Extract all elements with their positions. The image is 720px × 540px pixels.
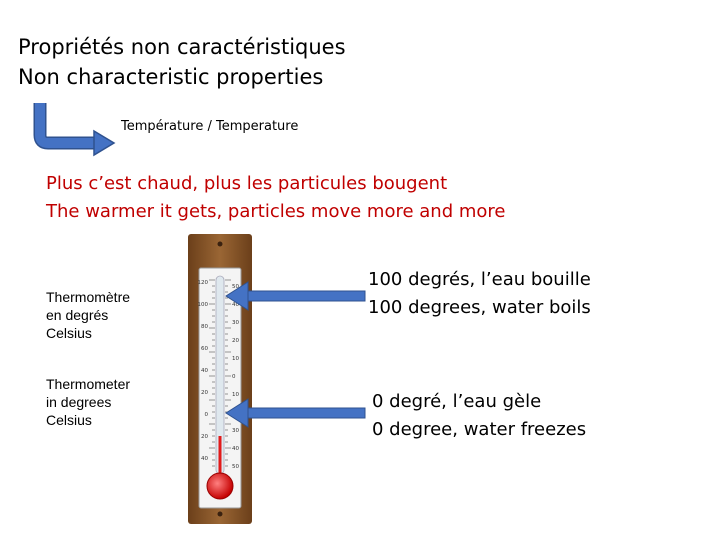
- scale-label: 20: [201, 390, 208, 396]
- scale-label: 60: [201, 346, 208, 352]
- scale-label: 40: [201, 456, 208, 462]
- scale-label: 40: [201, 368, 208, 374]
- scale-label: 10: [232, 356, 239, 362]
- boiling-point-note: 100 degrés, l’eau bouille 100 degrees, water boils: [368, 269, 591, 318]
- scale-label: 30: [232, 320, 239, 326]
- title-french: Propriétés non caractéristiques: [18, 35, 346, 59]
- mercury-bulb: [207, 473, 233, 499]
- title-english: Non characteristic properties: [18, 65, 324, 89]
- thermometer-illustration: [188, 234, 252, 524]
- scale-label: 10: [232, 392, 239, 398]
- scale-label: 0: [232, 374, 236, 380]
- screw-icon: [218, 512, 223, 517]
- freezing-point-arrow-icon: [226, 399, 365, 427]
- scale-label: 40: [232, 446, 239, 452]
- scale-label: 50: [232, 464, 239, 470]
- scale-label: 20: [201, 434, 208, 440]
- scale-label: 30: [232, 428, 239, 434]
- statement-english: The warmer it gets, particles move more and more: [46, 201, 506, 222]
- thermometer-label-english: Thermometer in degrees Celsius: [46, 376, 131, 428]
- scale-label: 50: [232, 284, 239, 290]
- scale-label: 40: [232, 302, 239, 308]
- scale-label: 120: [197, 280, 208, 286]
- statement-french: Plus c’est chaud, plus les particules bougent: [46, 173, 448, 194]
- curved-arrow-icon: [40, 103, 114, 155]
- subtitle: Température / Temperature: [121, 119, 299, 134]
- scale-label: 80: [201, 324, 208, 330]
- screw-icon: [218, 242, 223, 247]
- scale-label: 20: [232, 338, 239, 344]
- freezing-point-note: 0 degré, l’eau gèle 0 degree, water freezes: [372, 391, 587, 440]
- boiling-point-arrow-icon: [226, 282, 365, 310]
- thermometer-label-french: Thermomètre en degrés Celsius: [46, 289, 131, 341]
- scale-label: 0: [204, 412, 208, 418]
- scale-label: 100: [197, 302, 208, 308]
